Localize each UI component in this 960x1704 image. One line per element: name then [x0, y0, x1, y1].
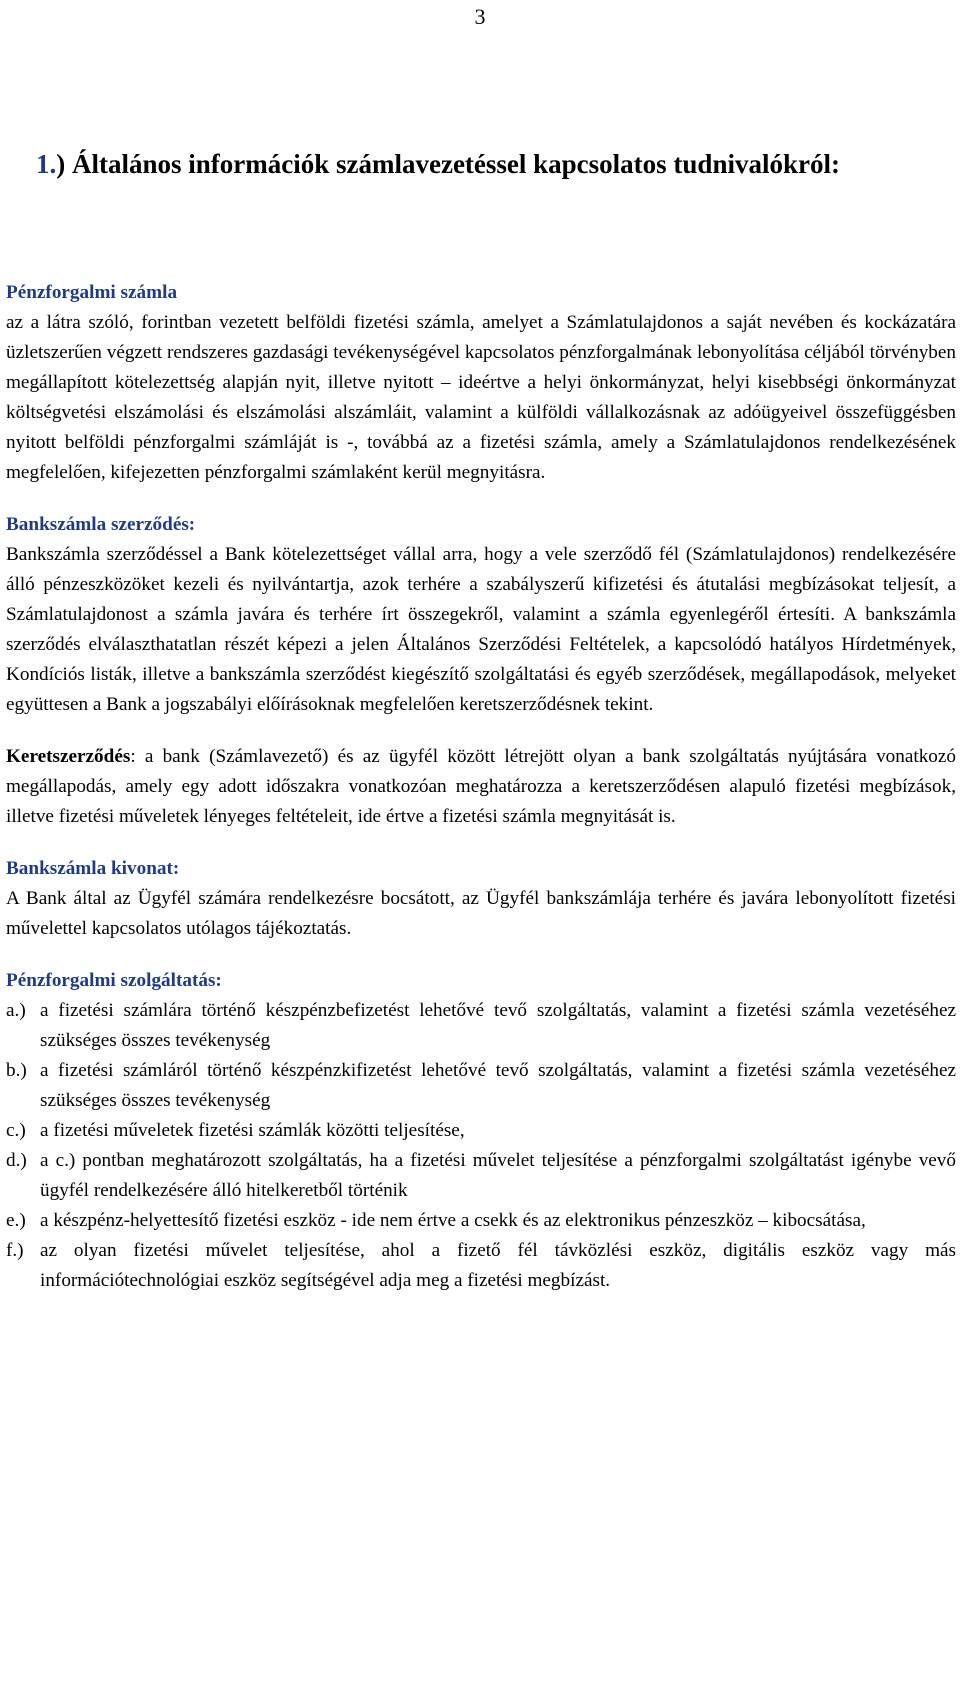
list-item [6, 1146, 956, 1206]
section-text: Bankszámla szerződéssel a Bank kötelezettséget vállal arra, hogy a vele szerződő fél (Számlatulajdonos) rendelkezésére álló pénzeszközöket kezeli és nyilvántartja, azok terhére a szabályszerű kifizetési és átutalási megbízásokat teljesít, a Számlatulajdonost a számla javára és terhére írt összegekről, valamint a számla egyenlegéről értesíti. A bankszámla szerződés elválaszthatatlan részét képezi a jelen Általános Szerződési Feltételek, a kapcsolódó hatályos Hírdetmények, Kondíciós listák, illetve a bankszámla szerződést kiegészítő szolgáltatási és egyéb szerződések, megállapodások, melyeket együttesen a Bank a jogszabályi előírásoknak megfelelően keretszerződésnek tekint. [6, 544, 956, 715]
section-text: A Bank által az Ügyfél számára rendelkezésre bocsátott, az Ügyfél bankszámlája terhére és javára lebonyolított fizetési művelettel kapcsolatos utólagos tájékoztatás. [6, 888, 956, 939]
list-item [6, 996, 956, 1056]
document-body [6, 278, 956, 1296]
list-text: a c.) pontban meghatározott szolgáltatás, ha a fizetési művelet teljesítése a pénzforgalmi szolgáltatást igénybe vevő ügyfél rendelkezésére álló hitelkeretből történik [40, 1150, 956, 1201]
list-text: a készpénz-helyettesítő fizetési eszköz - ide nem értve a csekk és az elektronikus pénzeszköz – kibocsátása, [40, 1210, 866, 1231]
list-item [6, 1116, 956, 1146]
section-keretszerzodes [6, 742, 956, 832]
section-text: : a bank (Számlavezető) és az ügyfél között létrejött olyan a bank szolgáltatás nyújtására vonatkozó megállapodás, amely egy adott időszakra vonatkozóan meghatározza a keretszerződésen alapuló fizetési megbízások, illetve fizetési műveletek lényeges feltételeit, ide értve a fizetési számla megnyitását is. [6, 746, 956, 827]
list-text: a fizetési számláról történő készpénzkifizetést lehetővé tevő szolgáltatás, valamint a fizetési számla vezetéséhez szükséges összes tevékenység [40, 1060, 956, 1111]
section-bankszamla-szerzodes [6, 510, 956, 720]
list-label: b.) [6, 1060, 27, 1081]
section-penzforgalmi-szolgaltatas [6, 966, 956, 1296]
section-title: Pénzforgalmi szolgáltatás: [6, 970, 222, 991]
list-text: az olyan fizetési művelet teljesítése, ahol a fizető fél távközlési eszköz, digitális eszköz vagy más információtechnológiai eszköz segítségével adja meg a fizetési megbízást. [40, 1240, 956, 1291]
section-penzforgalmi-szamla [6, 278, 956, 488]
list-text: a fizetési számlára történő készpénzbefizetést lehetővé tevő szolgáltatás, valamint a fizetési számla vezetéséhez szükséges összes tevékenység [40, 1000, 956, 1051]
list-text: a fizetési műveletek fizetési számlák közötti teljesítése, [40, 1120, 465, 1141]
list-label: f.) [6, 1240, 24, 1261]
heading-number: 1. [36, 149, 57, 179]
list-item [6, 1236, 956, 1296]
list-label: d.) [6, 1150, 27, 1171]
section-title: Pénzforgalmi számla [6, 282, 178, 303]
section-bankszamla-kivonat [6, 854, 956, 944]
list-label: a.) [6, 1000, 26, 1021]
list-label: c.) [6, 1120, 26, 1141]
chapter-heading [36, 146, 926, 182]
list-item [6, 1206, 956, 1236]
section-title: Bankszámla szerződés: [6, 514, 196, 535]
section-title: Bankszámla kivonat: [6, 858, 180, 879]
section-text: az a látra szóló, forintban vezetett belföldi fizetési számla, amelyet a Számlatulajdonos a saját nevében és kockázatára üzletszerűen végzett rendszeres gazdasági tevékenységével kapcsolatos pénzforgalmának lebonyolítása céljából törvényben megállapított kötelezettség alapján nyit, illetve nyitott – ideértve a helyi önkormányzat, helyi kisebbségi önkormányzat költségvetési elszámolási és elszámolási alszámláit, valamint a külföldi vállalkozásnak az adóügyeivel összefüggésben nyitott belföldi pénzforgalmi számláját is -, továbbá az a fizetési számla, amely a Számlatulajdonos rendelkezésének megfelelően, kifejezetten pénzforgalmi számlaként kerül megnyitásra. [6, 312, 956, 483]
page-number: 3 [474, 4, 486, 29]
list-item [6, 1056, 956, 1116]
section-title: Keretszerződés [6, 746, 131, 767]
list-label: e.) [6, 1210, 26, 1231]
heading-text: ) Általános információk számlavezetéssel kapcsolatos tudnivalókról: [56, 149, 840, 179]
